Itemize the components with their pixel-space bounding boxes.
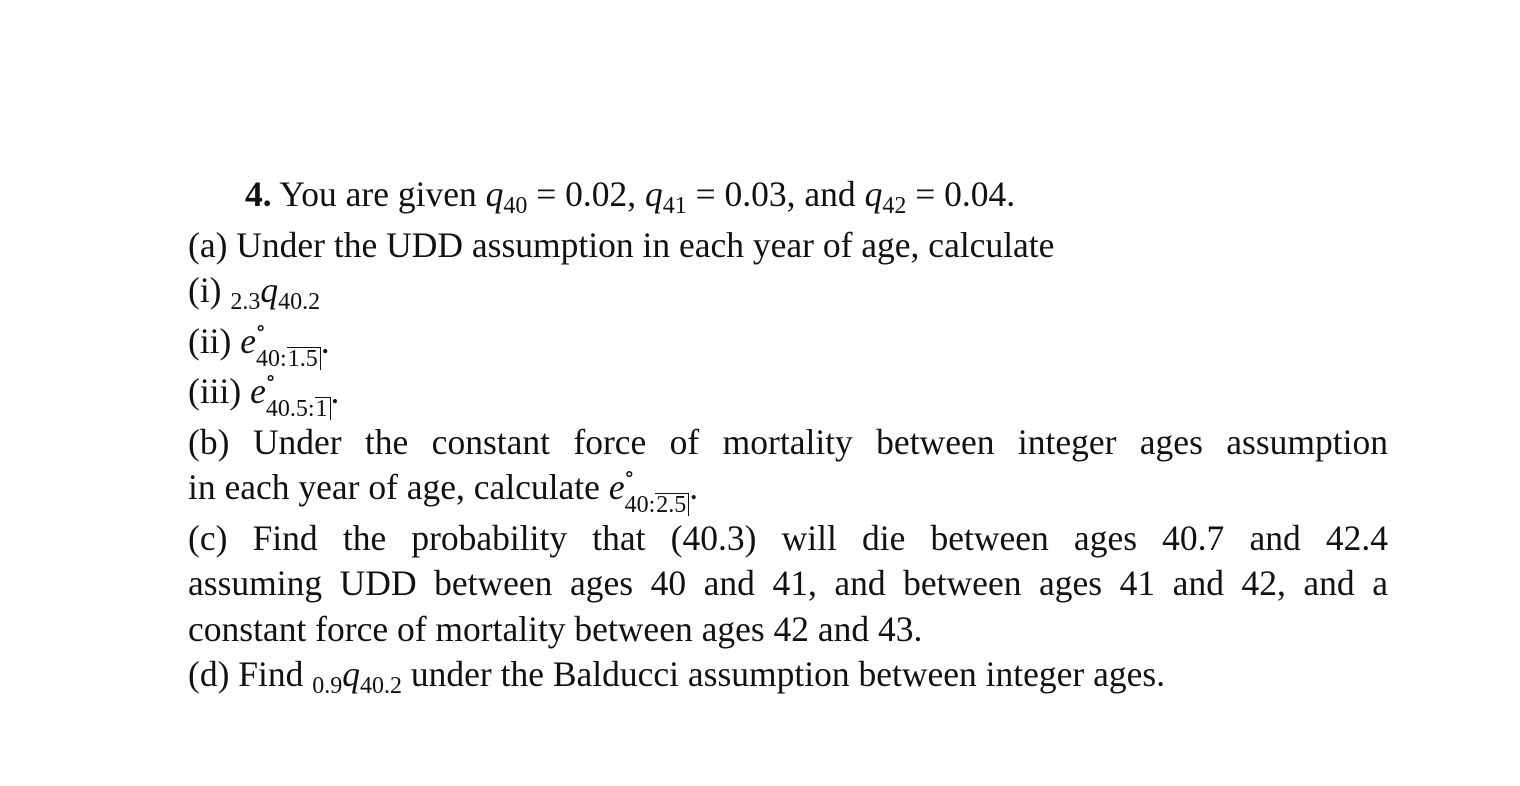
part-d-expression: 0.9q40.2 (312, 654, 403, 699)
part-a-ii-label: (ii) (188, 320, 232, 361)
and-word: and (804, 174, 856, 214)
part-c-text-3: constant force of mortality between ages 42 and 43. (188, 608, 923, 649)
part-a-ii: (ii) e ∘ $_{40:1.5}$. (188, 314, 330, 372)
problem-intro: 4. You are given q40 = 0.02, q41 = 0.03, and q42 = 0.04. (245, 174, 1016, 219)
part-c-line-2 (188, 561, 1388, 607)
part-a-i-expression: 2.3q40.2 (230, 270, 321, 315)
part-a-iii: (iii) e ∘ $_{40.5:1}$. (188, 365, 340, 422)
part-d (188, 652, 1388, 703)
q40-term: q40 (485, 174, 528, 219)
part-d-text: under the Balducci assumption between integer ages. (410, 654, 1166, 694)
part-a-ii-expression: e ∘ $_{40:1.5}$ (240, 319, 320, 370)
part-b-expression: e ∘ $_{40:2.5}$ (609, 465, 689, 516)
q41-value: 0.03 (724, 174, 787, 214)
part-b-text-1: Under the constant force of mortality between integer ages assumption (252, 421, 1389, 462)
q42-term: q42 (864, 174, 907, 219)
problem-4 (188, 172, 1388, 703)
q42-value: 0.04 (944, 174, 1007, 214)
intro-text: You are given (279, 174, 477, 214)
part-a-i-label: (i) (188, 270, 222, 310)
part-d-find: Find (238, 654, 304, 694)
part-c-line-3 (188, 607, 1388, 653)
part-c-text-1: Find the probability that (40.3) will die between ages 40.7 and 42.4 (252, 517, 1388, 558)
part-c-text-2: assuming UDD between ages 40 and 41, and between ages 41 and 42, and a (188, 563, 1388, 603)
part-a-i (188, 268, 1388, 319)
problem-number: 4. (245, 174, 272, 214)
q41-term: q41 (645, 174, 687, 219)
part-b-line-1 (188, 420, 1388, 466)
q40-value: 0.02 (565, 174, 628, 214)
part-a-text: Under the UDD assumption in each year of age, calculate (236, 224, 1055, 265)
part-b-label: (b) (188, 421, 230, 462)
part-c-line-1 (188, 516, 1388, 562)
part-b-text-2: in each year of age, calculate (188, 467, 600, 507)
part-b-line-2: in each year of age, calculate e ∘ $_{40:2.5}$. (188, 461, 699, 518)
part-d-label: (d) (188, 654, 230, 694)
part-a-iii-expression: e ∘ $_{40.5:1}$ (250, 369, 330, 420)
part-a-header (188, 223, 1388, 269)
part-c-label: (c) (188, 517, 228, 558)
part-a-iii-label: (iii) (188, 371, 242, 411)
part-a-label: (a) (188, 224, 228, 265)
